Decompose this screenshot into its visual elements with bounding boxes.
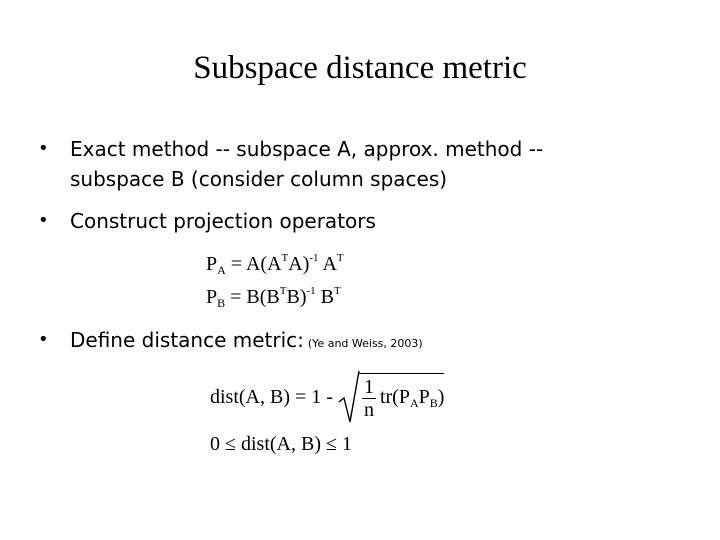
equation-projection-b: $P_B = B(B^TB)^{-1}$ $B^T$	[206, 285, 341, 310]
equation-bound: 0 ≤ dist(A, B) ≤ 1	[210, 433, 352, 455]
square-root: $\frac{1}{n}$ $tr(P_AP_B)$	[338, 368, 444, 426]
citation: (Ye and Weiss, 2003)	[307, 337, 423, 350]
bullet-icon: •	[38, 329, 49, 350]
bullet-1-line-2: subspace B (consider column spaces)	[70, 167, 448, 191]
slide-title: Subspace distance metric	[193, 50, 527, 86]
equation-projection-a: $P_A = A(A^TA)^{-1}$ $A^T$	[206, 252, 344, 277]
bullet-2-line-1: Construct projection operators	[70, 209, 376, 233]
bullet-item-2	[38, 206, 678, 236]
radical-sign-icon	[338, 368, 360, 426]
equation-distance-metric: dist(A, B) = 1 - $\frac{1}{n}$ $tr(P_AP_B)$	[210, 368, 444, 428]
bullet-3-text: Define distance metric:	[70, 328, 304, 352]
bullet-item-1	[38, 134, 678, 196]
bullet-1-line-1: Exact method -- subspace A, approx. method --	[70, 137, 544, 161]
bullet-item-3	[38, 325, 678, 355]
bullet-icon: •	[38, 138, 49, 159]
bullet-icon: •	[38, 210, 49, 231]
bullet-3-line-1	[70, 325, 670, 359]
fraction-one-over-n: $\frac{1}{n}$	[363, 376, 374, 421]
